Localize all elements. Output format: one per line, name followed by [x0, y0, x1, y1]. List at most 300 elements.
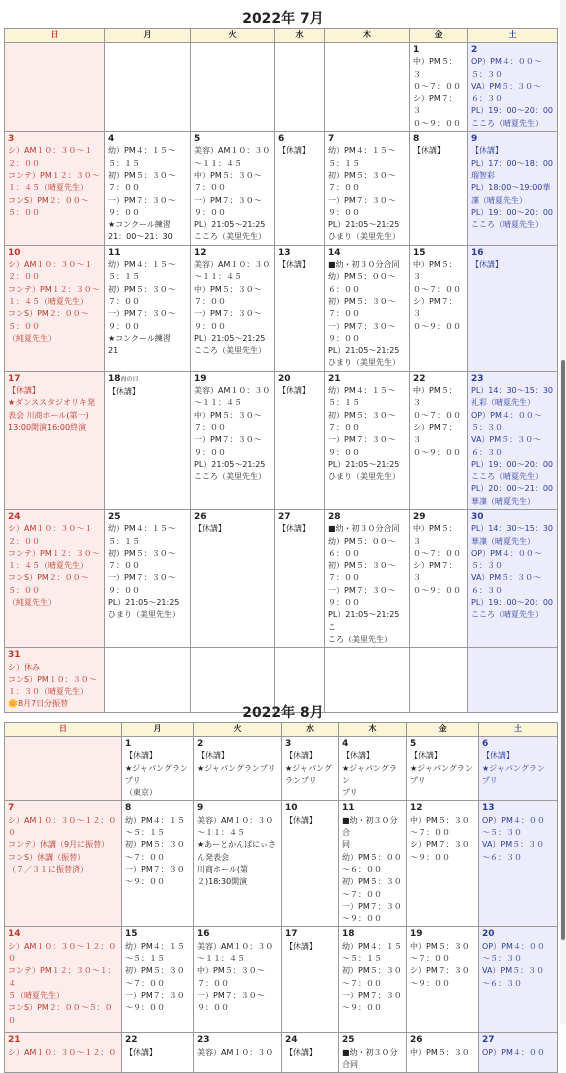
weekday-header: 水 [275, 29, 325, 43]
schedule-line: ～７：００ [342, 889, 382, 899]
day-number: 27 [482, 1035, 495, 1046]
schedule-line: PL）21:05～21:25 [194, 333, 266, 343]
schedule-line: プリ [342, 788, 358, 798]
schedule-line: 一）PM７：３０～ [194, 435, 262, 445]
day-cell[interactable] [194, 737, 282, 801]
day-cell[interactable] [339, 737, 407, 801]
schedule-line: PL）21:05～21:25 [194, 220, 266, 230]
day-cell[interactable] [468, 371, 558, 509]
day-cell[interactable] [479, 927, 558, 1033]
schedule-line: ７：００ [108, 296, 140, 306]
schedule-line: ５：００ [8, 321, 40, 331]
day-number: 8 [125, 803, 132, 814]
schedule-line: 一）PM７：３０～ [108, 573, 176, 583]
day-cell[interactable] [325, 43, 410, 132]
schedule-line: プリ [410, 775, 426, 785]
schedule-line: 中）PM５：３ [413, 524, 457, 546]
day-cell[interactable] [275, 132, 325, 246]
schedule-line: ９：００ [194, 321, 226, 331]
schedule-line: シ）PM７：３ [413, 296, 457, 319]
day-number: 4 [342, 739, 349, 749]
day-cell[interactable] [339, 1033, 407, 1073]
day-number: 28 [328, 511, 341, 522]
day-cell[interactable] [275, 43, 325, 132]
schedule-line: ９：００ [197, 1003, 229, 1013]
week-row [5, 371, 558, 509]
schedule-line: ～６：００ [342, 864, 382, 874]
schedule-line: ５：１５ [108, 158, 140, 168]
weekday-header: 日 [5, 29, 105, 43]
day-cell[interactable] [282, 801, 339, 927]
day-number: 31 [8, 650, 21, 661]
schedule-line: ～１１：４５ [194, 272, 242, 282]
schedule-line: ～７：００ [342, 978, 382, 988]
schedule-line: VA）PM５：３０～ [471, 573, 542, 583]
schedule-line: シ）PM７：３ [413, 422, 457, 445]
schedule-line: ～９：００ [125, 877, 165, 887]
day-number: 6 [278, 134, 285, 145]
day-cell[interactable] [191, 509, 275, 647]
schedule-line: ★ジャパング [285, 763, 332, 773]
schedule-line: ９：００ [328, 207, 360, 217]
schedule-line: 中）PM５：３０～ [197, 966, 265, 976]
day-cell[interactable] [191, 245, 275, 371]
day-cell[interactable] [282, 1033, 339, 1073]
day-cell[interactable] [191, 132, 275, 246]
day-cell[interactable] [410, 245, 468, 371]
day-number: 26 [194, 511, 207, 522]
schedule-line: ～６：３０ [482, 852, 522, 862]
day-cell[interactable] [410, 509, 468, 647]
day-cell[interactable] [191, 43, 275, 132]
schedule-line: ７：００ [328, 183, 360, 193]
schedule-line: シ）PM７：３０ [410, 966, 470, 976]
day-cell[interactable] [105, 245, 191, 371]
schedule-line: こころ（美里先生） [194, 346, 266, 356]
schedule-line: 幼）PM５：００ [342, 852, 402, 862]
day-cell[interactable] [479, 801, 558, 927]
schedule-line: ～１１：４５ [194, 158, 242, 168]
schedule-line: シ）休み [8, 662, 40, 672]
weekday-header: 金 [410, 29, 468, 43]
schedule-line: 【休講】 [125, 1047, 157, 1057]
schedule-line: ～９：００ [342, 914, 382, 924]
day-cell[interactable] [5, 245, 105, 371]
schedule-line: ★ジャパングランプリ [197, 763, 276, 773]
schedule-line: 【休講】 [482, 751, 514, 761]
schedule-line: ７：００ [328, 573, 360, 583]
schedule-line: ころ（美里先生） [328, 634, 392, 644]
schedule-line: 美容）AM１０：３０ [194, 260, 271, 270]
schedule-line: ～７：００ [410, 828, 450, 838]
weekday-header: 火 [194, 723, 282, 737]
schedule-line: ★ジャパングラン [410, 763, 473, 773]
day-number: 19 [194, 373, 207, 384]
schedule-line: 幼）PM５：００～ [328, 536, 396, 546]
day-cell[interactable] [407, 801, 479, 927]
schedule-line: こころ（晴夏先生） [471, 610, 543, 620]
schedule-line: ２：００ [8, 536, 40, 546]
day-number: 10 [285, 803, 298, 814]
day-number: 30 [471, 511, 484, 522]
schedule-line: 初）PM５：３０ [125, 840, 185, 850]
weekday-header-row [5, 723, 558, 737]
schedule-line: ひまり（美里先生） [328, 472, 400, 482]
day-cell[interactable] [325, 509, 410, 647]
schedule-line: こころ（晴夏先生） [471, 472, 543, 482]
day-cell[interactable] [275, 509, 325, 647]
day-number: 7 [8, 803, 15, 814]
schedule-line: 一）PM７：３０～ [108, 195, 176, 205]
day-cell[interactable] [275, 371, 325, 509]
schedule-line: ★コンクール練習 [108, 220, 171, 230]
schedule-line: シ）AM１０：３０～１ [8, 260, 93, 270]
day-cell[interactable] [325, 132, 410, 246]
day-cell[interactable] [410, 43, 468, 132]
schedule-line: （純夏先生） [8, 598, 56, 608]
day-cell[interactable] [325, 245, 410, 371]
schedule-line: 【休講】 [197, 751, 229, 761]
schedule-line: ９：００ [194, 207, 226, 217]
day-cell[interactable] [282, 737, 339, 801]
day-number: 5 [194, 134, 201, 145]
schedule-line: 【休講】 [285, 815, 317, 825]
day-number: 24 [285, 1035, 298, 1046]
schedule-line: ★コンクール練習 [108, 333, 171, 343]
schedule-line: ５：００ [8, 585, 40, 595]
schedule-line: 【休講】 [342, 751, 374, 761]
schedule-line: PL）19：00～20：00 [471, 459, 553, 469]
day-cell[interactable] [468, 509, 558, 647]
day-number: 16 [197, 929, 210, 940]
day-cell[interactable] [479, 737, 558, 801]
day-cell[interactable] [5, 132, 105, 246]
schedule-line: 【休講】 [108, 387, 140, 397]
day-number: 9 [197, 803, 204, 814]
day-number: 12 [194, 247, 207, 258]
schedule-line: ～５：３０ [482, 828, 522, 838]
schedule-line: 一）PM７：３０～ [197, 990, 265, 1000]
schedule-line: OP）PM４：００ [482, 941, 545, 951]
schedule-line: PL）19：00～20：00 [471, 207, 553, 217]
schedule-line: ■幼・初３０分合同 [342, 1047, 398, 1070]
schedule-line: 中）PM５：３０ [410, 815, 470, 825]
schedule-line: 表会 川商ホール(第一) [8, 410, 89, 420]
schedule-line: 幼）PM４：１５～ [328, 146, 396, 156]
schedule-line: ～１１：４５ [197, 954, 245, 964]
schedule-line: PL）21:05～21:25 [328, 459, 400, 469]
day-number: 11 [342, 803, 355, 814]
schedule-line: 一）PM７：３０ [125, 990, 185, 1000]
weekday-header-row [5, 29, 558, 43]
holiday-label: 海の日 [120, 375, 139, 383]
schedule-line: コンテ）休講（9月に振替） [8, 840, 110, 850]
schedule-line: （東京） [125, 788, 157, 798]
schedule-line: ５：３０ [471, 69, 503, 79]
day-cell[interactable] [325, 371, 410, 509]
day-number: 7 [328, 134, 335, 145]
schedule-line: こころ（美里先生） [194, 232, 266, 242]
schedule-line: 21 [108, 346, 119, 356]
schedule-line: 同 [342, 840, 350, 850]
schedule-line: ７：００ [108, 183, 140, 193]
schedule-line: 一）PM７：３０～ [328, 321, 396, 331]
week-row [5, 245, 558, 371]
weekday-header: 木 [339, 723, 407, 737]
schedule-line: ２：００ [8, 272, 40, 282]
schedule-line: 【休講】 [285, 941, 317, 951]
schedule-line: ひまり（美里先生） [328, 232, 400, 242]
schedule-line: シ）AM１０：３０～１２：０ [8, 1047, 117, 1057]
schedule-line: 中）PM５：３ [413, 260, 457, 282]
schedule-line: 一）PM７：３０～ [328, 435, 396, 445]
weekday-header: 月 [105, 29, 191, 43]
schedule-line: 初）PM５：３０ [125, 966, 185, 976]
day-cell[interactable] [5, 509, 105, 647]
schedule-line: ９：００ [328, 447, 360, 457]
day-cell[interactable] [275, 245, 325, 371]
day-number: 26 [410, 1035, 423, 1046]
weekday-header: 金 [407, 723, 479, 737]
day-cell[interactable] [5, 43, 105, 132]
schedule-line: ５（晴夏先生） [8, 990, 64, 1000]
day-cell[interactable] [5, 371, 105, 509]
schedule-line: VA）PM５：３０～ [471, 81, 542, 91]
day-cell[interactable] [410, 371, 468, 509]
day-cell[interactable] [339, 801, 407, 927]
schedule-line: ■幼・初３０分合 [342, 815, 398, 838]
day-cell[interactable] [122, 737, 194, 801]
schedule-line: ９：００ [108, 321, 140, 331]
day-cell[interactable] [122, 927, 194, 1033]
day-number: 2 [197, 739, 204, 749]
week-row [5, 43, 558, 132]
schedule-line: ランプリ [285, 775, 317, 785]
schedule-line: ★あーとかんぱにぃさ [197, 840, 277, 850]
weekday-header: 火 [191, 29, 275, 43]
schedule-line: ん発表会 [197, 852, 229, 862]
schedule-line: こころ（美里先生） [194, 472, 266, 482]
schedule-line: ６：００ [328, 548, 360, 558]
schedule-line: ７：００ [328, 422, 360, 432]
day-cell[interactable] [5, 1033, 122, 1073]
schedule-line: ０～７：００ [413, 284, 461, 294]
schedule-line: 初）PM５：３０～ [328, 561, 396, 571]
schedule-line: ９：００ [328, 598, 360, 608]
schedule-line: ～５：１５ [125, 828, 165, 838]
day-cell[interactable] [410, 132, 468, 246]
schedule-line: PL）14：30～15：30 [471, 524, 553, 534]
schedule-line: １：３０（晴夏先生） [8, 687, 88, 697]
day-number: 5 [410, 739, 417, 749]
schedule-line: ６：００ [328, 284, 360, 294]
schedule-line: PL）17：00～18：00 [471, 158, 553, 168]
schedule-line: ５：３０ [471, 422, 503, 432]
schedule-line: ７：００ [194, 422, 226, 432]
day-cell[interactable] [468, 132, 558, 246]
scrollbar-thumb[interactable] [561, 360, 565, 940]
week-row [5, 132, 558, 246]
schedule-line: １：４５（晴夏先生） [8, 183, 88, 193]
day-number: 4 [108, 134, 115, 145]
august-calendar [4, 722, 558, 1073]
weekday-header: 日 [5, 723, 122, 737]
schedule-line: 初）PM５：３０～ [328, 410, 396, 420]
schedule-line: コンS）PM１０：３０～ [8, 674, 97, 684]
schedule-line: ０ [8, 954, 16, 964]
schedule-line: 幼）PM４：１５～ [108, 260, 176, 270]
day-cell[interactable] [479, 1033, 558, 1073]
day-number: 22 [413, 373, 426, 384]
schedule-line: OP）PM４：００ [482, 1047, 545, 1057]
schedule-line: ５：００ [8, 207, 40, 217]
schedule-line: （純夏先生） [8, 333, 56, 343]
schedule-line: PL）21:05～21:25こ [328, 610, 400, 632]
day-cell[interactable] [282, 927, 339, 1033]
schedule-line: 中）PM５：３０ [410, 1047, 470, 1057]
schedule-line: PL）21:05～21:25 [108, 598, 180, 608]
schedule-line: ■幼・初３０分合同 [328, 260, 400, 270]
schedule-line: 【休講】 [471, 260, 503, 270]
schedule-line: OP）PM４：００～ [471, 57, 542, 67]
schedule-line: シ）AM１０：３０～１ [8, 146, 93, 156]
scrollbar[interactable] [560, 0, 566, 1024]
day-cell[interactable] [407, 1033, 479, 1073]
schedule-line: プリ [482, 775, 498, 785]
schedule-line: 初）PM５：３０ [342, 877, 402, 887]
schedule-line: ■幼・初３０分合同 [328, 524, 400, 534]
day-number: 1 [413, 45, 420, 55]
day-cell[interactable] [339, 927, 407, 1033]
day-cell[interactable] [105, 371, 191, 509]
schedule-line: ★ジャパングラン [125, 763, 188, 773]
day-number: 18 [108, 373, 121, 384]
july-title: 2022年 7月 [242, 11, 324, 27]
day-cell[interactable] [105, 509, 191, 647]
day-cell[interactable] [194, 927, 282, 1033]
schedule-line: ０～７：００ [413, 410, 461, 420]
schedule-line: PL）20：00～21：00 [471, 484, 553, 494]
day-cell[interactable] [468, 43, 558, 132]
day-cell[interactable] [5, 737, 122, 801]
schedule-line: 華凜（晴夏先生） [471, 536, 535, 546]
schedule-line: 美容）AM１０：３０ [197, 815, 274, 825]
schedule-line: ～９：００ [125, 1003, 165, 1013]
day-cell[interactable] [191, 371, 275, 509]
day-cell[interactable] [407, 737, 479, 801]
day-number: 6 [482, 739, 489, 749]
schedule-line: VA）PM５：３０ [482, 840, 545, 850]
schedule-line: ０～９：００ [413, 118, 461, 128]
day-cell[interactable] [105, 43, 191, 132]
schedule-line: ７：００ [194, 296, 226, 306]
day-cell[interactable] [194, 1033, 282, 1073]
schedule-line: 幼）PM４：１５ [125, 941, 185, 951]
schedule-line: PL）19：00～20：00 [471, 106, 553, 116]
schedule-line: PL）21:05～21:25 [328, 346, 400, 356]
schedule-line: ９：００ [194, 447, 226, 457]
schedule-line: ～５：１５ [125, 954, 165, 964]
schedule-line: OP）PM４：００～ [471, 548, 542, 558]
day-cell[interactable] [194, 801, 282, 927]
schedule-line: ～１１：４５ [194, 398, 242, 408]
schedule-line: 美容）AM１０：３０ [194, 146, 271, 156]
schedule-line: 初）PM５：３０～ [328, 170, 396, 180]
day-number: 23 [197, 1035, 210, 1046]
schedule-line: シ）PM７：３ [413, 561, 457, 583]
schedule-line: ひまり（美里先生） [328, 358, 400, 368]
schedule-line: シ）PM７：３０ [410, 840, 470, 850]
schedule-line: 【休講】 [8, 386, 40, 396]
weekday-header: 水 [282, 723, 339, 737]
schedule-line: 中）PM５：３０ [410, 941, 470, 951]
day-cell[interactable] [5, 801, 122, 927]
schedule-line: こころ（晴夏先生） [471, 118, 543, 128]
week-row [5, 509, 558, 647]
schedule-line: 【休講】 [278, 260, 310, 270]
day-number: 21 [8, 1035, 21, 1046]
august-title: 2022年 8月 [242, 705, 324, 721]
day-cell[interactable] [105, 132, 191, 246]
schedule-line: ９：００ [328, 333, 360, 343]
schedule-line: コンテ）PM１２：３０～ [8, 170, 100, 180]
day-number: 15 [125, 929, 138, 940]
day-number: 14 [328, 247, 341, 258]
week-row [5, 801, 558, 927]
schedule-line: ２)18:30開演 [197, 877, 248, 887]
schedule-line: ～９：００ [410, 978, 450, 988]
schedule-line: 幼）PM４：１５～ [108, 146, 176, 156]
schedule-line: 【休講】 [278, 146, 310, 156]
day-cell[interactable] [407, 927, 479, 1033]
schedule-line: ５：１５ [108, 272, 140, 282]
day-number: 9 [471, 134, 478, 145]
weekday-header: 土 [479, 723, 558, 737]
schedule-line: 【休講】 [194, 524, 226, 534]
schedule-line: 中）PM５：３ [413, 57, 457, 79]
schedule-line: こころ（晴夏先生） [471, 220, 543, 230]
week-row [5, 737, 558, 801]
day-cell[interactable] [5, 927, 122, 1033]
day-cell[interactable] [468, 245, 558, 371]
schedule-line: VA）PM５：３０～ [471, 435, 542, 445]
day-number: 20 [278, 373, 291, 384]
schedule-line: ★ジャパングラン [482, 763, 545, 773]
schedule-line: ～７：００ [410, 954, 450, 964]
schedule-line: 初）PM５：３０ [342, 966, 402, 976]
schedule-line: ～１１：４５ [197, 828, 245, 838]
day-cell[interactable] [122, 801, 194, 927]
schedule-line: 13:00開演16:00終演 [8, 422, 87, 432]
schedule-line: 中）PM５：３０～ [194, 284, 262, 294]
schedule-line: ７：００ [108, 561, 140, 571]
schedule-line: OP）PM４：００～ [471, 410, 542, 420]
day-cell[interactable] [122, 1033, 194, 1073]
schedule-line: 一）PM７：３０ [125, 864, 185, 874]
schedule-line: PL）21:05～21:25 [194, 459, 266, 469]
weekday-header: 土 [468, 29, 558, 43]
day-number: 11 [108, 247, 121, 258]
schedule-line: PL）19：00～20：00 [471, 598, 553, 608]
schedule-line: 一）PM７：３０～ [194, 195, 262, 205]
schedule-line: 礼彩（晴夏先生） [471, 398, 535, 408]
schedule-line: 【休講】 [278, 524, 310, 534]
schedule-line: ～７：００ [125, 978, 165, 988]
schedule-line: ２：００ [8, 158, 40, 168]
schedule-line: ★ジャパングラン [342, 763, 397, 785]
day-number: 29 [413, 511, 426, 522]
schedule-line: ６：３０ [471, 447, 503, 457]
